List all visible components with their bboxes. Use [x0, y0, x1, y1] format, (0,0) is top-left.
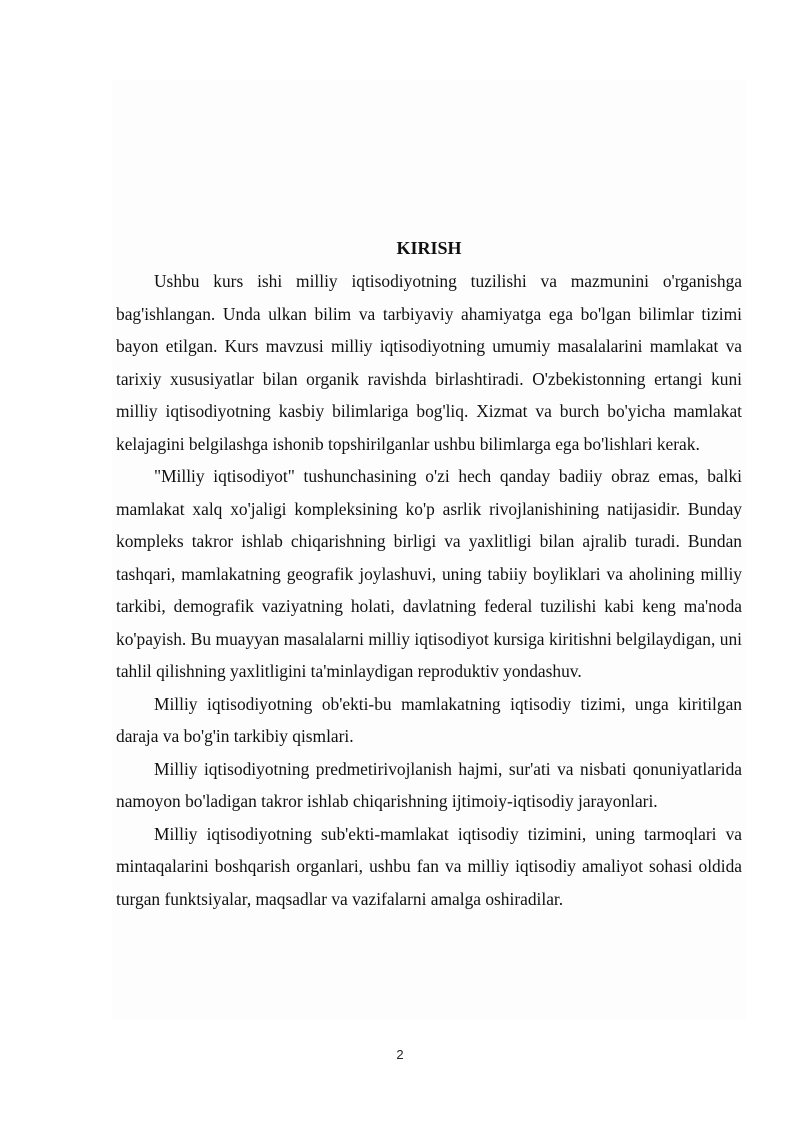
paragraph-2: "Milliy iqtisodiyot" tushunchasining o'zi hech qanday badiiy obraz emas, balki mamlakat xalq xo'jaligi kompleksining ko'p asrlik rivojlanishining natijasidir. Bunday kompleks takror ishlab chiqarishning birligi va yaxlitligi bilan ajralib turadi. Bundan tashqari, mamlakatning geografik joylashuvi, uning tabiiy boyliklari va aholining milliy tarkibi, demografik vaziyatning holati, davlatning federal tuzilishi kabi keng ma'noda ko'payish. Bu muayyan masalalarni milliy iqtisodiyot kursiga kiritishni belgilaydigan, uni tahlil qilishning yaxlitligini ta'minlaydigan reproduktiv yondashuv.: [116, 466, 742, 681]
page-content: [116, 232, 742, 915]
paragraph-3: Milliy iqtisodiyotning ob'ekti-bu mamlakatning iqtisodiy tizimi, unga kiritilgan daraja va bo'g'in tarkibiy qismlari.: [116, 693, 742, 746]
paragraph-4: Milliy iqtisodiyotning predmetirivojlanish hajmi, sur'ati va nisbati qonuniyatlarida namoyon bo'ladigan takror ishlab chiqarishning ijtimoiy-iqtisodiy jarayonlari.: [116, 758, 742, 811]
page-number: 2: [396, 1047, 404, 1062]
paragraph-5: Milliy iqtisodiyotning sub'ekti-mamlakat iqtisodiy tizimini, uning tarmoqlari va mintaqalarini boshqarish organlari, ushbu fan va milliy iqtisodiy amaliyot sohasi oldida turgan funktsiyalar, maqsadlar va vazifalarni amalga oshiradilar.: [116, 823, 742, 909]
paragraph-1: Ushbu kurs ishi milliy iqtisodiyotning tuzilishi va mazmunini o'rganishga bag'ishlangan. Unda ulkan bilim va tarbiyaviy ahamiyatga ega bo'lgan bilimlar tizimi bayon etilgan. Kurs mavzusi milliy iqtisodiyotning umumiy masalalarini mamlakat va tarixiy xususiyatlar bilan organik ravishda birlashtiradi. O'zbekistonning ertangi kuni milliy iqtisodiyotning kasbiy bilimlariga bog'liq. Xizmat va burch bo'yicha mamlakat kelajagini belgilashga ishonib topshirilganlar ushbu bilimlarga ega bo'lishlari kerak.: [116, 271, 742, 454]
section-heading: KIRISH: [396, 238, 462, 258]
